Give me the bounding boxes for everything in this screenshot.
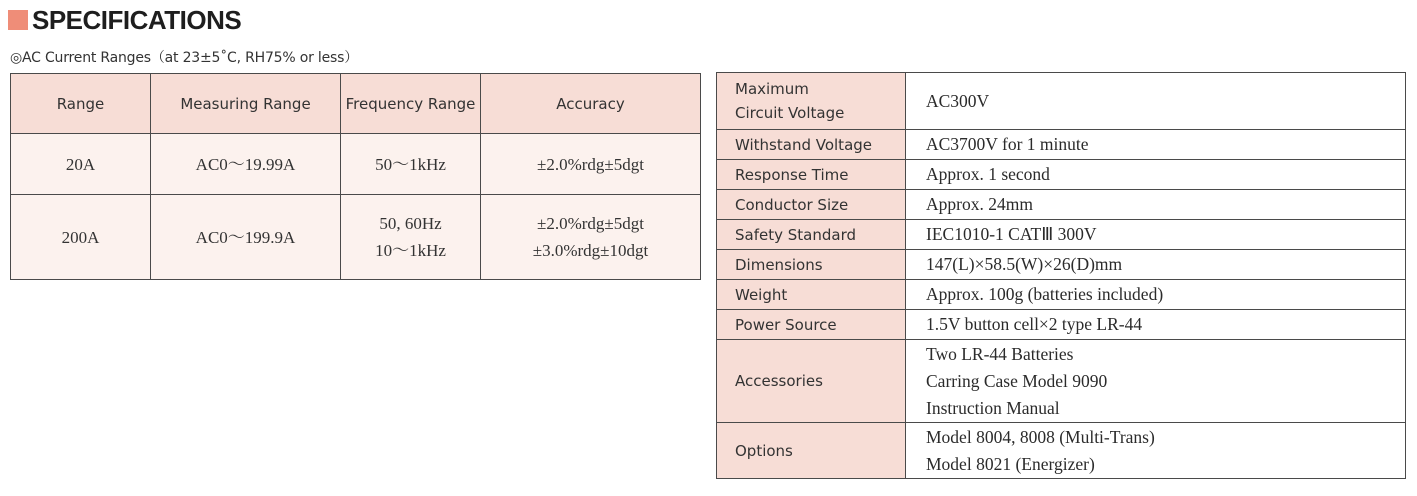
table-row bbox=[717, 190, 1406, 220]
table-header-row bbox=[11, 74, 701, 134]
spec-label: Options bbox=[717, 423, 906, 479]
page-title bbox=[8, 3, 241, 37]
column-header-frequency-range: Frequency Range bbox=[341, 74, 481, 134]
range-cell: 200A bbox=[11, 195, 151, 280]
spec-value bbox=[906, 340, 1406, 423]
column-header-range: Range bbox=[11, 74, 151, 134]
table-row bbox=[717, 310, 1406, 340]
table-row bbox=[717, 423, 1406, 479]
spec-value-line: Carring Case Model 9090 bbox=[926, 370, 1108, 391]
frequency-line: 50, 60Hz bbox=[379, 214, 442, 233]
table-row bbox=[11, 134, 701, 195]
column-header-measuring-range: Measuring Range bbox=[151, 74, 341, 134]
spec-label-line: Maximum bbox=[735, 80, 809, 98]
spec-value-line: Instruction Manual bbox=[926, 397, 1060, 418]
table-row bbox=[717, 340, 1406, 423]
accuracy-cell bbox=[481, 195, 701, 280]
title-marker-icon bbox=[8, 10, 28, 30]
spec-label: Conductor Size bbox=[717, 190, 906, 220]
table-row bbox=[717, 250, 1406, 280]
spec-value: Approx. 100g (batteries included) bbox=[906, 280, 1406, 310]
spec-label: Weight bbox=[717, 280, 906, 310]
spec-value: Approx. 1 second bbox=[906, 160, 1406, 190]
spec-label: Safety Standard bbox=[717, 220, 906, 250]
table-row bbox=[717, 220, 1406, 250]
accuracy-line: ±2.0%rdg±5dgt bbox=[537, 154, 644, 174]
measuring-range-cell: AC0～199.9A bbox=[151, 195, 341, 280]
range-cell: 20A bbox=[11, 134, 151, 195]
range-table-caption: ◎AC Current Ranges（at 23±5˚C, RH75% or less） bbox=[10, 50, 359, 66]
spec-value: IEC1010-1 CATⅢ 300V bbox=[906, 220, 1406, 250]
spec-label: Withstand Voltage bbox=[717, 130, 906, 160]
measuring-range-cell: AC0～19.99A bbox=[151, 134, 341, 195]
spec-value-line: Model 8004, 8008 (Multi-Trans) bbox=[926, 426, 1155, 447]
spec-value bbox=[906, 423, 1406, 479]
accuracy-line: ±2.0%rdg±5dgt bbox=[537, 214, 644, 233]
spec-value: 1.5V button cell×2 type LR-44 bbox=[906, 310, 1406, 340]
spec-label: Response Time bbox=[717, 160, 906, 190]
spec-label: Power Source bbox=[717, 310, 906, 340]
column-header-accuracy: Accuracy bbox=[481, 74, 701, 134]
spec-label: Dimensions bbox=[717, 250, 906, 280]
table-row bbox=[717, 280, 1406, 310]
spec-label-line: Circuit Voltage bbox=[735, 104, 845, 122]
spec-label bbox=[717, 73, 906, 130]
frequency-line: 50～1kHz bbox=[375, 154, 446, 174]
table-row bbox=[717, 73, 1406, 130]
ac-current-ranges-table bbox=[10, 73, 701, 280]
frequency-range-cell bbox=[341, 195, 481, 280]
spec-value: AC3700V for 1 minute bbox=[906, 130, 1406, 160]
spec-value-line: AC300V bbox=[926, 90, 990, 111]
frequency-line: 10～1kHz bbox=[375, 241, 446, 260]
spec-value bbox=[906, 73, 1406, 130]
spec-label: Accessories bbox=[717, 340, 906, 423]
table-row bbox=[717, 160, 1406, 190]
accuracy-line: ±3.0%rdg±10dgt bbox=[532, 241, 649, 260]
general-specifications-table bbox=[716, 72, 1406, 479]
title-text: SPECIFICATIONS bbox=[32, 4, 242, 35]
frequency-range-cell bbox=[341, 134, 481, 195]
table-row bbox=[11, 195, 701, 280]
spec-value-line: Two LR-44 Batteries bbox=[926, 343, 1074, 364]
spec-value: Approx. 24mm bbox=[906, 190, 1406, 220]
table-row bbox=[717, 130, 1406, 160]
spec-value: 147(L)×58.5(W)×26(D)mm bbox=[906, 250, 1406, 280]
accuracy-cell bbox=[481, 134, 701, 195]
spec-value-line: Model 8021 (Energizer) bbox=[926, 453, 1095, 474]
